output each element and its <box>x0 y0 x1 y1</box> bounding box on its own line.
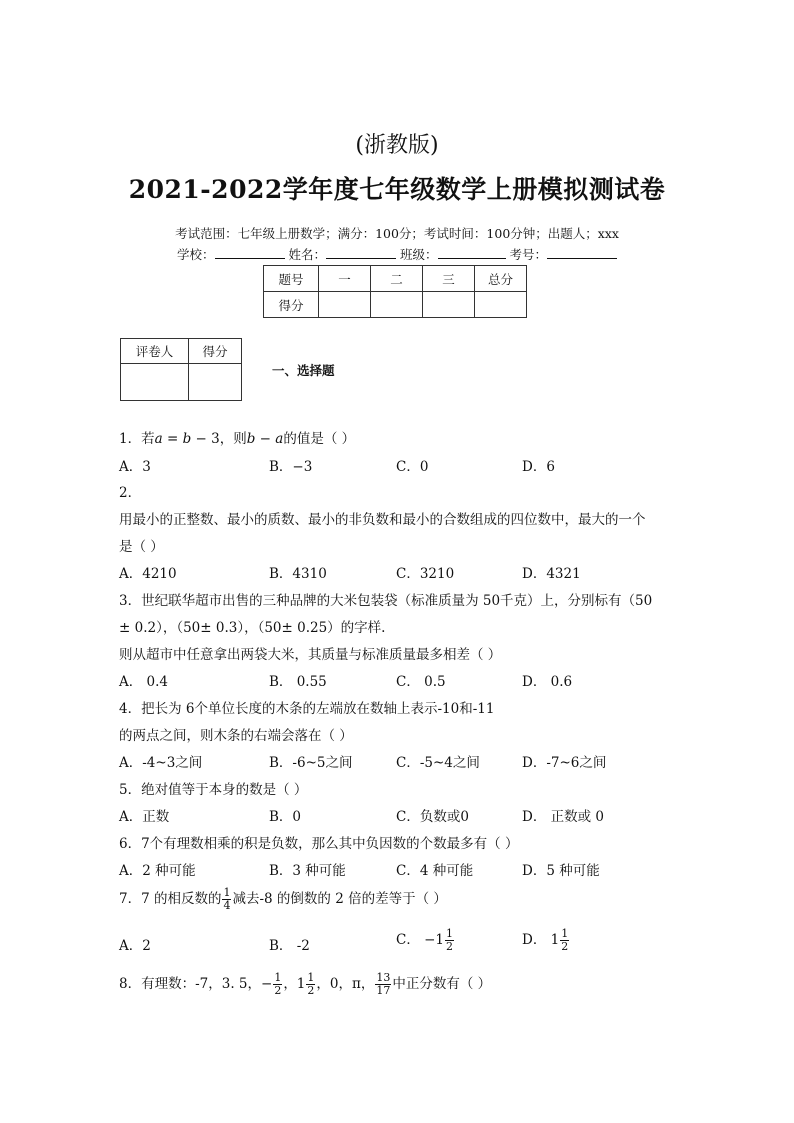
q4-option-a[interactable]: A．-4~3之间 <box>119 755 203 771</box>
q1-var: a <box>275 431 284 447</box>
fraction <box>273 972 282 997</box>
grader-header-row <box>121 339 242 364</box>
q3-option-c[interactable]: C． 0.5 <box>396 674 446 690</box>
score-cell[interactable] <box>423 292 475 318</box>
q8-text: 中正分数有（ ） <box>392 976 492 992</box>
score-row-label: 得分 <box>264 292 319 318</box>
fraction-denominator: 4 <box>223 899 231 912</box>
q1-text: − <box>255 431 276 447</box>
fraction-denominator: 2 <box>307 984 315 997</box>
score-table-score-row <box>264 292 527 318</box>
q7-option-d-text: D． 1 <box>522 932 560 948</box>
question-7 <box>119 887 447 912</box>
q1-option-c[interactable]: C．0 <box>396 459 429 475</box>
score-header-cell: 题号 <box>264 266 319 292</box>
exam-number-label: 考号： <box>509 247 547 262</box>
score-cell[interactable] <box>319 292 371 318</box>
q1-text: = <box>162 431 183 447</box>
grader-table <box>120 338 242 401</box>
exam-info-line: 考试范围：七年级上册数学；满分：100分；考试时间：100分钟；出题人；xxx <box>175 226 619 241</box>
q1-text: 的值是（ ） <box>283 431 356 447</box>
exam-title: 2021-2022学年度七年级数学上册模拟测试卷 <box>128 175 666 204</box>
grader-cell[interactable] <box>121 364 189 401</box>
fraction-denominator: 17 <box>376 984 391 997</box>
score-cell[interactable] <box>475 292 527 318</box>
q7-option-d[interactable] <box>522 928 570 953</box>
score-header-cell: 总分 <box>475 266 527 292</box>
score-table-header-row <box>264 266 527 292</box>
fraction-denominator: 2 <box>274 984 282 997</box>
section-title: 一、选择题 <box>272 363 335 378</box>
fraction-numerator: 13 <box>376 971 391 984</box>
q3-option-b[interactable]: B． 0.55 <box>269 674 327 690</box>
q1-var: b <box>182 431 192 447</box>
question-4-line1: 4．把长为 6个单位长度的木条的左端放在数轴上表示-10和-11 <box>119 701 495 717</box>
score-cell[interactable] <box>371 292 423 318</box>
student-fields <box>0 245 794 263</box>
q3-option-d[interactable]: D． 0.6 <box>522 674 573 690</box>
fraction-numerator: 1 <box>561 927 569 940</box>
question-5: 5．绝对值等于本身的数是（ ） <box>119 782 308 798</box>
q2-option-c[interactable]: C．3210 <box>396 566 455 582</box>
q5-option-b[interactable]: B．0 <box>269 809 302 825</box>
grader-header-cell: 评卷人 <box>121 339 189 364</box>
q6-option-a[interactable]: A．2 种可能 <box>119 863 196 879</box>
class-label: 班级： <box>399 247 438 262</box>
q8-text: ，1 <box>283 976 306 992</box>
q6-option-d[interactable]: D．5 种可能 <box>522 863 600 879</box>
q1-option-b[interactable]: B．−3 <box>269 459 313 475</box>
q4-option-b[interactable]: B．-6~5之间 <box>269 755 353 771</box>
q1-option-a[interactable]: A．3 <box>119 459 151 475</box>
grader-header-cell: 得分 <box>189 339 242 364</box>
fraction <box>375 972 391 997</box>
fraction-numerator: 1 <box>307 971 315 984</box>
q8-text: ，0，π， <box>316 976 375 992</box>
q2-option-d[interactable]: D．4321 <box>522 566 581 582</box>
q4-option-c[interactable]: C．-5~4之间 <box>396 755 480 771</box>
class-blank[interactable] <box>438 246 506 259</box>
name-label: 姓名： <box>288 247 326 262</box>
grader-entry-row <box>121 364 242 401</box>
score-header-cell: 一 <box>319 266 371 292</box>
question-3-line2: ± 0.2），（50± 0.3），（50± 0.25）的字样. <box>119 620 386 636</box>
score-header-cell: 二 <box>371 266 423 292</box>
school-label: 学校： <box>176 247 215 262</box>
question-1 <box>119 427 355 447</box>
question-3-line3: 则从超市中任意拿出两袋大米，其质量与标准质量最多相差（ ） <box>119 647 502 663</box>
question-6: 6．7个有理数相乘的积是负数，那么其中负因数的个数最多有（ ） <box>119 836 519 852</box>
q4-option-d[interactable]: D．-7~6之间 <box>522 755 607 771</box>
q1-var: b <box>246 431 256 447</box>
fraction <box>222 887 231 912</box>
q3-option-a[interactable]: A． 0.4 <box>119 674 169 690</box>
q5-option-c[interactable]: C．负数或0 <box>396 809 469 825</box>
fraction <box>445 928 454 953</box>
exam-number-blank[interactable] <box>547 246 617 259</box>
score-table <box>263 265 527 318</box>
q5-option-d[interactable]: D． 正数或 0 <box>522 809 604 825</box>
fraction <box>306 972 315 997</box>
q6-option-b[interactable]: B．3 种可能 <box>269 863 346 879</box>
fraction-numerator: 1 <box>446 927 454 940</box>
q2-option-a[interactable]: A．4210 <box>119 566 177 582</box>
score-header-cell: 三 <box>423 266 475 292</box>
q1-var: a <box>154 431 163 447</box>
fraction-denominator: 2 <box>446 940 454 953</box>
fraction-numerator: 1 <box>274 971 282 984</box>
fraction-numerator: 1 <box>223 886 231 899</box>
school-blank[interactable] <box>215 246 285 259</box>
question-2-text: 用最小的正整数、最小的质数、最小的非负数和最小的合数组成的四位数中，最大的一个 <box>119 512 646 528</box>
grader-score-cell[interactable] <box>189 364 242 401</box>
question-3-line1: 3．世纪联华超市出售的三种品牌的大米包装袋（标准质量为 50千克）上，分别标有（50 <box>119 593 653 609</box>
name-blank[interactable] <box>326 246 396 259</box>
q5-option-a[interactable]: A．正数 <box>119 809 170 825</box>
q7-text: 减去-8 的倒数的 2 倍的差等于（ ） <box>232 891 447 907</box>
q7-text: 7．7 的相反数的 <box>119 891 222 907</box>
q7-option-c-text: C． −1 <box>396 932 445 948</box>
q7-option-c[interactable] <box>396 928 455 953</box>
q1-option-d[interactable]: D．6 <box>522 459 555 475</box>
question-8 <box>119 972 491 997</box>
question-2-number: 2． <box>119 485 142 501</box>
q8-text: 8．有理数：-7，3. 5，− <box>119 976 273 992</box>
q7-option-a[interactable]: A．2 <box>119 938 151 954</box>
question-4-line2: 的两点之间，则木条的右端会落在（ ） <box>119 728 353 744</box>
fraction-denominator: 2 <box>561 940 569 953</box>
q6-option-c[interactable]: C．4 种可能 <box>396 863 474 879</box>
edition-label: (浙教版) <box>355 133 439 158</box>
q2-option-b[interactable]: B．4310 <box>269 566 327 582</box>
q1-text: 1．若 <box>119 431 155 447</box>
fraction <box>560 928 569 953</box>
question-2-text-cont: 是（ ） <box>119 539 164 555</box>
q1-text: − 3，则 <box>191 431 247 447</box>
q7-option-b[interactable]: B． -2 <box>269 938 310 954</box>
